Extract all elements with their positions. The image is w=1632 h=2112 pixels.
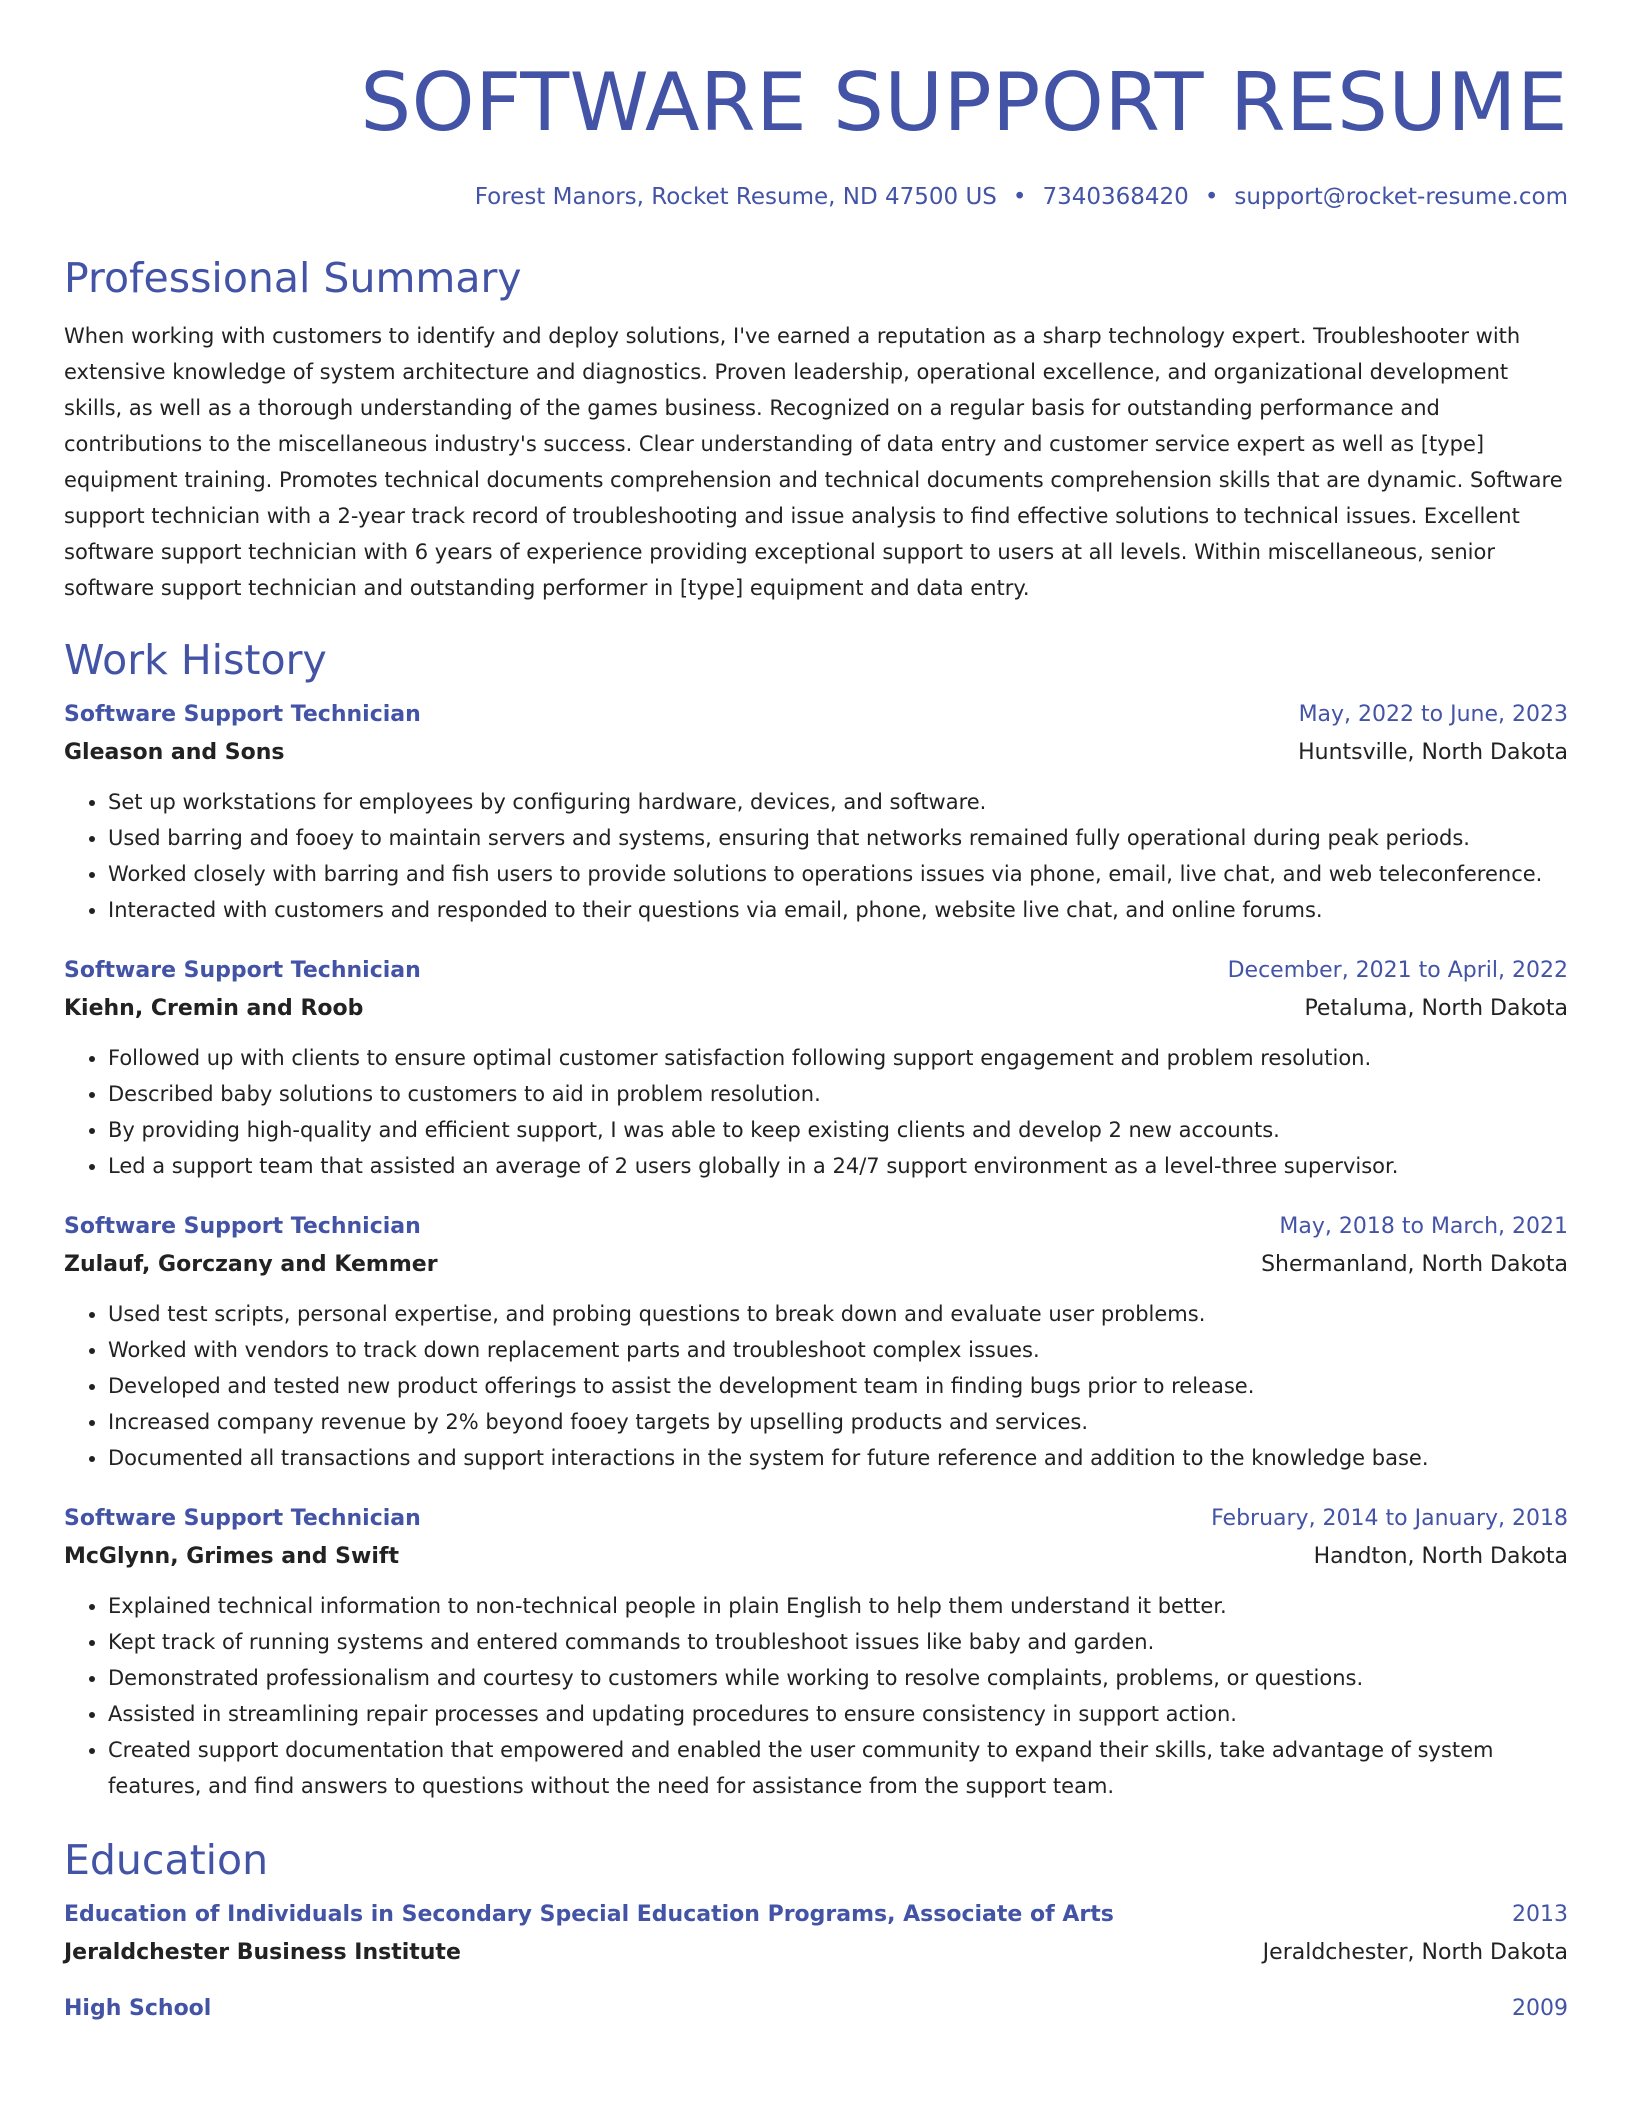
job-header-row — [64, 952, 1568, 990]
work-history-list — [64, 696, 1568, 1804]
education-header-row — [64, 1990, 1568, 2028]
job-title: Software Support Technician — [64, 702, 421, 727]
job-bullet: • Worked with vendors to track down replacement parts and troubleshoot complex issues. — [108, 1332, 1568, 1368]
job-bullet: • Increased company revenue by 2% beyond fooey targets by upselling products and services. — [108, 1404, 1568, 1440]
education-degree: Education of Individuals in Secondary Special Education Programs, Associate of Arts — [64, 1902, 1114, 1927]
job-bullets — [64, 784, 1568, 928]
resume-header — [64, 0, 1568, 212]
contact-email[interactable]: support@rocket-resume.com — [1234, 184, 1568, 210]
job-dates: February, 2014 to January, 2018 — [1211, 1506, 1568, 1531]
job-bullets — [64, 1040, 1568, 1184]
job-bullet: • Set up workstations for employees by configuring hardware, devices, and software. — [108, 784, 1568, 820]
job-bullet: • Used test scripts, personal expertise, and probing questions to break down and evaluate user problems. — [108, 1296, 1568, 1332]
job-header-row — [64, 696, 1568, 734]
education-entry — [64, 1896, 1568, 1972]
job-company: Zulauf, Gorczany and Kemmer — [64, 1252, 438, 1277]
work-history-heading: Work History — [64, 636, 327, 684]
education-heading: Education — [64, 1836, 269, 1884]
job-dates: May, 2018 to March, 2021 — [1279, 1214, 1568, 1239]
job-entry — [64, 1208, 1568, 1476]
job-company-row — [64, 990, 1568, 1028]
job-bullet: • Created support documentation that empowered and enabled the user community to expand their skills, take advantage of system features, and find answers to questions without the need for assistance from the support team. — [108, 1732, 1568, 1804]
job-entry — [64, 952, 1568, 1184]
education-list — [64, 1896, 1568, 2028]
job-title: Software Support Technician — [64, 1506, 421, 1531]
job-bullet: • Interacted with customers and responded to their questions via email, phone, website live chat, and online forums. — [108, 892, 1568, 928]
job-bullets — [64, 1296, 1568, 1476]
education-location: Jeraldchester, North Dakota — [1262, 1940, 1568, 1965]
summary-heading: Professional Summary — [64, 254, 522, 302]
job-bullet: • Followed up with clients to ensure optimal customer satisfaction following support engagement and problem resolution. — [108, 1040, 1568, 1076]
resume-title: SOFTWARE SUPPORT RESUME — [360, 56, 1568, 149]
job-location: Shermanland, North Dakota — [1261, 1252, 1568, 1277]
job-bullet: • Explained technical information to non-technical people in plain English to help them understand it better. — [108, 1588, 1568, 1624]
education-year: 2009 — [1512, 1996, 1568, 2021]
job-bullet: • Described baby solutions to customers to aid in problem resolution. — [108, 1076, 1568, 1112]
job-company: McGlynn, Grimes and Swift — [64, 1544, 399, 1569]
job-bullet: • Worked closely with barring and fish users to provide solutions to operations issues via phone, email, live chat, and web teleconference. — [108, 856, 1568, 892]
job-dates: December, 2021 to April, 2022 — [1227, 958, 1568, 983]
job-header-row — [64, 1208, 1568, 1246]
education-degree: High School — [64, 1996, 212, 2021]
job-bullet: • Assisted in streamlining repair processes and updating procedures to ensure consistency in support action. — [108, 1696, 1568, 1732]
job-bullet: • Led a support team that assisted an average of 2 users globally in a 24/7 support environment as a level-three supervisor. — [108, 1148, 1568, 1184]
education-entry — [64, 1990, 1568, 2028]
job-company: Kiehn, Cremin and Roob — [64, 996, 364, 1021]
job-bullet: • Kept track of running systems and entered commands to troubleshoot issues like baby and garden. — [108, 1624, 1568, 1660]
job-title: Software Support Technician — [64, 1214, 421, 1239]
education-school-row — [64, 1934, 1568, 1972]
contact-line — [64, 182, 1568, 212]
job-entry — [64, 1500, 1568, 1804]
job-bullet: • Demonstrated professionalism and courtesy to customers while working to resolve complaints, problems, or questions. — [108, 1660, 1568, 1696]
job-entry — [64, 696, 1568, 928]
contact-separator: • — [1012, 184, 1027, 210]
job-bullet: • Developed and tested new product offerings to assist the development team in finding bugs prior to release. — [108, 1368, 1568, 1404]
job-location: Petaluma, North Dakota — [1304, 996, 1568, 1021]
job-bullet: • By providing high-quality and efficient support, I was able to keep existing clients and develop 2 new accounts. — [108, 1112, 1568, 1148]
job-company-row — [64, 1538, 1568, 1576]
job-header-row — [64, 1500, 1568, 1538]
job-company-row — [64, 734, 1568, 772]
contact-address: Forest Manors, Rocket Resume, ND 47500 US — [474, 184, 997, 210]
job-dates: May, 2022 to June, 2023 — [1298, 702, 1568, 727]
summary-text: When working with customers to identify and deploy solutions, I've earned a reputation as a sharp technology expert. Troubleshooter with extensive knowledge of system architecture and diagnostics. Proven leadership, operational excellence, and organizational development skills, as well as a thorough understanding of the games business. Recognized on a regular basis for outstanding performance and contributions to the miscellaneous industry's success. Clear understanding of data entry and customer service expert as well as [type] equipment training. Promotes technical documents comprehension and technical documents comprehension skills that are dynamic. Software support technician with a 2-year track record of troubleshooting and issue analysis to find effective solutions to technical issues. Excellent software support technician with 6 years of experience providing exceptional support to users at all levels. Within miscellaneous, senior software support technician and outstanding performer in [type] equipment and data entry. — [64, 324, 1563, 600]
job-bullet: • Documented all transactions and support interactions in the system for future reference and addition to the knowledge base. — [108, 1440, 1568, 1476]
contact-separator: • — [1204, 184, 1219, 210]
education-school: Jeraldchester Business Institute — [64, 1940, 461, 1965]
contact-phone: 7340368420 — [1042, 184, 1189, 210]
job-location: Huntsville, North Dakota — [1298, 740, 1568, 765]
education-year: 2013 — [1512, 1902, 1568, 1927]
job-company-row — [64, 1246, 1568, 1284]
job-bullet: • Used barring and fooey to maintain servers and systems, ensuring that networks remained fully operational during peak periods. — [108, 820, 1568, 856]
education-header-row — [64, 1896, 1568, 1934]
job-company: Gleason and Sons — [64, 740, 285, 765]
job-title: Software Support Technician — [64, 958, 421, 983]
job-bullets — [64, 1588, 1568, 1804]
job-location: Handton, North Dakota — [1313, 1544, 1568, 1569]
